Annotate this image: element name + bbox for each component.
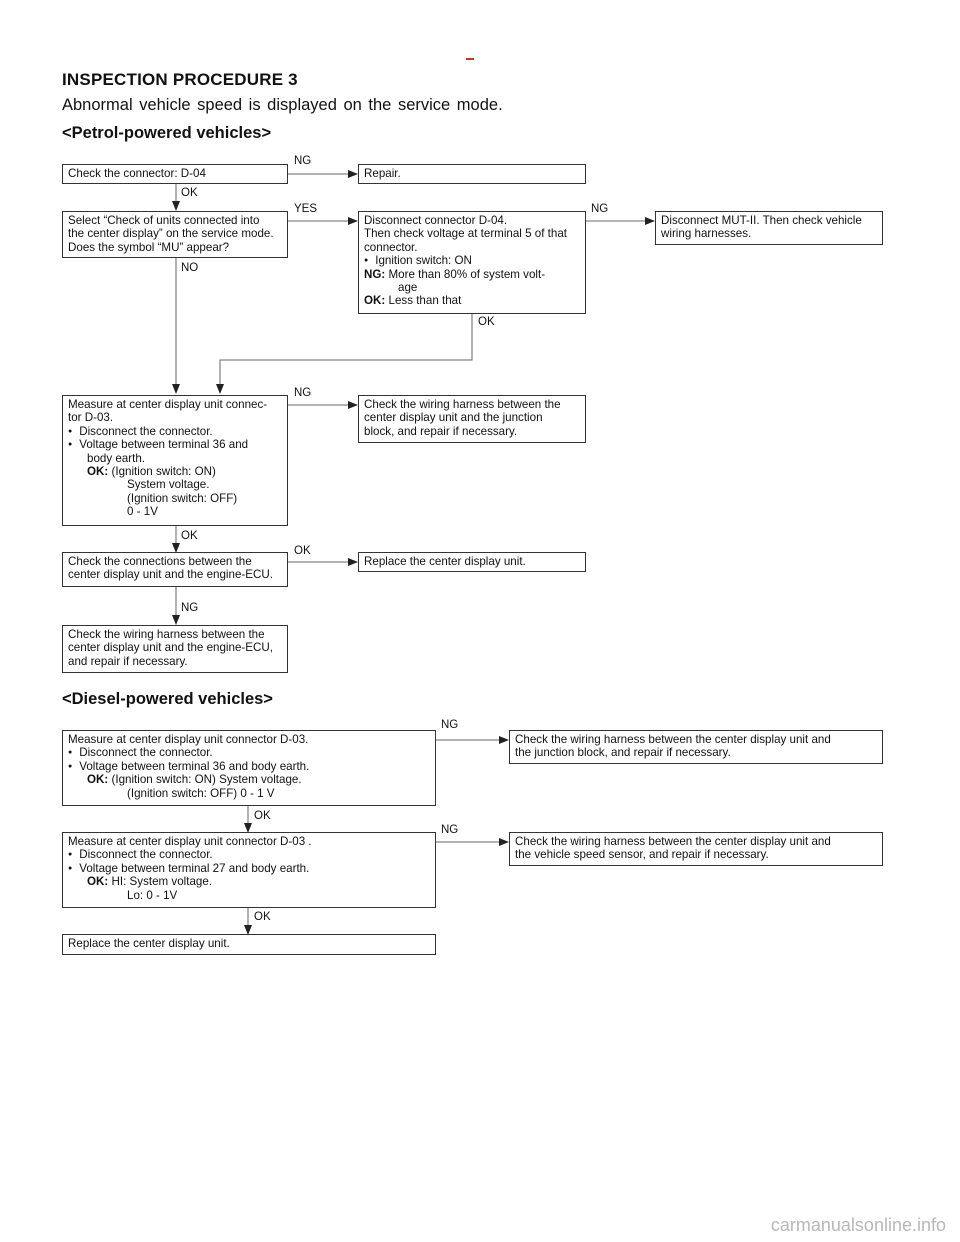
ok-value: (Ignition switch: OFF) <box>127 491 238 505</box>
text-line: the center display” on the service mode. <box>68 227 274 241</box>
bullet-item: ● Voltage between terminal 27 and body earth. <box>68 862 430 875</box>
ng-value-cont: age <box>398 281 418 295</box>
box-diesel-measure-d03-36 <box>62 730 436 806</box>
text-line: center display unit and the engine-ECU. <box>68 568 273 582</box>
label-no: NO <box>181 262 199 274</box>
box-repair <box>358 164 586 184</box>
label-ng: NG <box>294 155 312 167</box>
text-line: Select “Check of units connected into <box>68 214 260 227</box>
label-ok: OK <box>254 810 271 822</box>
box-disconnect-d04 <box>358 211 586 314</box>
label-ng: NG <box>441 719 459 731</box>
box-check-connector-d04 <box>62 164 288 184</box>
bullet-item: ● Disconnect the connector. <box>68 746 430 759</box>
text-line: Check the connector: D-04 <box>68 167 206 180</box>
text-line: Check the wiring harness between the center display unit and <box>515 733 831 746</box>
bullet-item: ● Disconnect the connector. <box>68 848 430 861</box>
text-line: Measure at center display unit connec- <box>68 398 268 411</box>
page-title: INSPECTION PROCEDURE 3 <box>62 70 298 89</box>
box-replace-display-petrol <box>358 552 586 572</box>
bullet-item: ● Ignition switch: ON <box>364 254 580 267</box>
label-yes: YES <box>294 203 318 215</box>
bullet-item: ● Voltage between terminal 36 and body earth. <box>68 760 430 773</box>
ok-value: (Ignition switch: ON) System voltage. <box>111 773 302 787</box>
box-select-check-units <box>62 211 288 258</box>
text-line: Does the symbol “MU” appear? <box>68 240 230 254</box>
ok-value: (Ignition switch: OFF) 0 - 1 V <box>127 786 275 800</box>
text-line: center display unit and the junction <box>364 411 543 425</box>
watermark: carmanualsonline.info <box>770 1215 946 1235</box>
text-line: Replace the center display unit. <box>364 555 526 568</box>
bullet-item: ● Disconnect the connector. <box>68 425 282 438</box>
box-check-harness-ecu <box>62 625 288 673</box>
text-line: Check the wiring harness between the <box>68 628 265 641</box>
page-subtitle: Abnormal vehicle speed is displayed on the service mode. <box>62 96 503 114</box>
label-ok: OK <box>181 187 198 199</box>
box-diesel-measure-d03-27 <box>62 832 436 908</box>
text-line: center display unit and the engine-ECU, <box>68 641 273 655</box>
text-line: Check the wiring harness between the center display unit and <box>515 835 831 848</box>
ng-value: More than 80% of system volt- <box>388 267 546 281</box>
text-line: tor D-03. <box>68 411 114 425</box>
label-ok: OK <box>181 530 198 542</box>
text-line: the vehicle speed sensor, and repair if necessary. <box>515 848 769 862</box>
bullet-item: ● Voltage between terminal 36 and <box>68 438 282 451</box>
label-ng: NG <box>181 602 199 614</box>
box-check-connections-ecu <box>62 552 288 587</box>
ok-value: 0 - 1V <box>127 505 158 519</box>
label-ok: OK <box>254 911 271 923</box>
ok-value: (Ignition switch: ON) <box>111 465 216 479</box>
text-line: Measure at center display unit connector D-03 . <box>68 835 312 848</box>
text-line: connector. <box>364 240 418 254</box>
box-diesel-harness-junction <box>509 730 883 764</box>
text-line: the junction block, and repair if necessary. <box>515 746 731 760</box>
text-line: Measure at center display unit connector D-03. <box>68 733 309 746</box>
text-line: Disconnect connector D-04. <box>364 214 508 227</box>
label-ng: NG <box>591 203 609 215</box>
box-check-harness-junction <box>358 395 586 443</box>
bullet-cont: body earth. <box>87 451 146 465</box>
text-line: wiring harnesses. <box>661 227 752 241</box>
box-replace-display-diesel <box>62 934 436 955</box>
text-line: Replace the center display unit. <box>68 937 230 950</box>
text-line: Then check voltage at terminal 5 of that <box>364 227 568 241</box>
text-line: Check the wiring harness between the <box>364 398 561 411</box>
text-line: Repair. <box>364 167 401 180</box>
text-line: and repair if necessary. <box>68 654 188 668</box>
box-disconnect-mut <box>655 211 883 245</box>
label-ng: NG <box>294 387 312 399</box>
ok-value: Lo: 0 - 1V <box>127 888 178 902</box>
diesel-heading: <Diesel-powered vehicles> <box>62 690 273 708</box>
ok-key: OK: <box>87 875 109 889</box>
ok-value: System voltage. <box>127 478 210 492</box>
ok-value: Less than that <box>388 294 462 308</box>
ok-key: OK: <box>87 465 109 479</box>
ok-key: OK: <box>364 294 386 308</box>
ng-key: NG: <box>364 267 386 281</box>
label-ok: OK <box>294 545 311 557</box>
petrol-heading: <Petrol-powered vehicles> <box>62 124 272 142</box>
label-ng: NG <box>441 824 459 836</box>
text-line: Disconnect MUT-II. Then check vehicle <box>661 214 862 227</box>
ok-key: OK: <box>87 773 109 787</box>
box-measure-d03 <box>62 395 288 526</box>
ok-value: HI: System voltage. <box>111 875 213 889</box>
label-ok: OK <box>478 316 495 328</box>
text-line: block, and repair if necessary. <box>364 424 518 438</box>
box-diesel-harness-speed-sensor <box>509 832 883 866</box>
text-line: Check the connections between the <box>68 555 252 568</box>
